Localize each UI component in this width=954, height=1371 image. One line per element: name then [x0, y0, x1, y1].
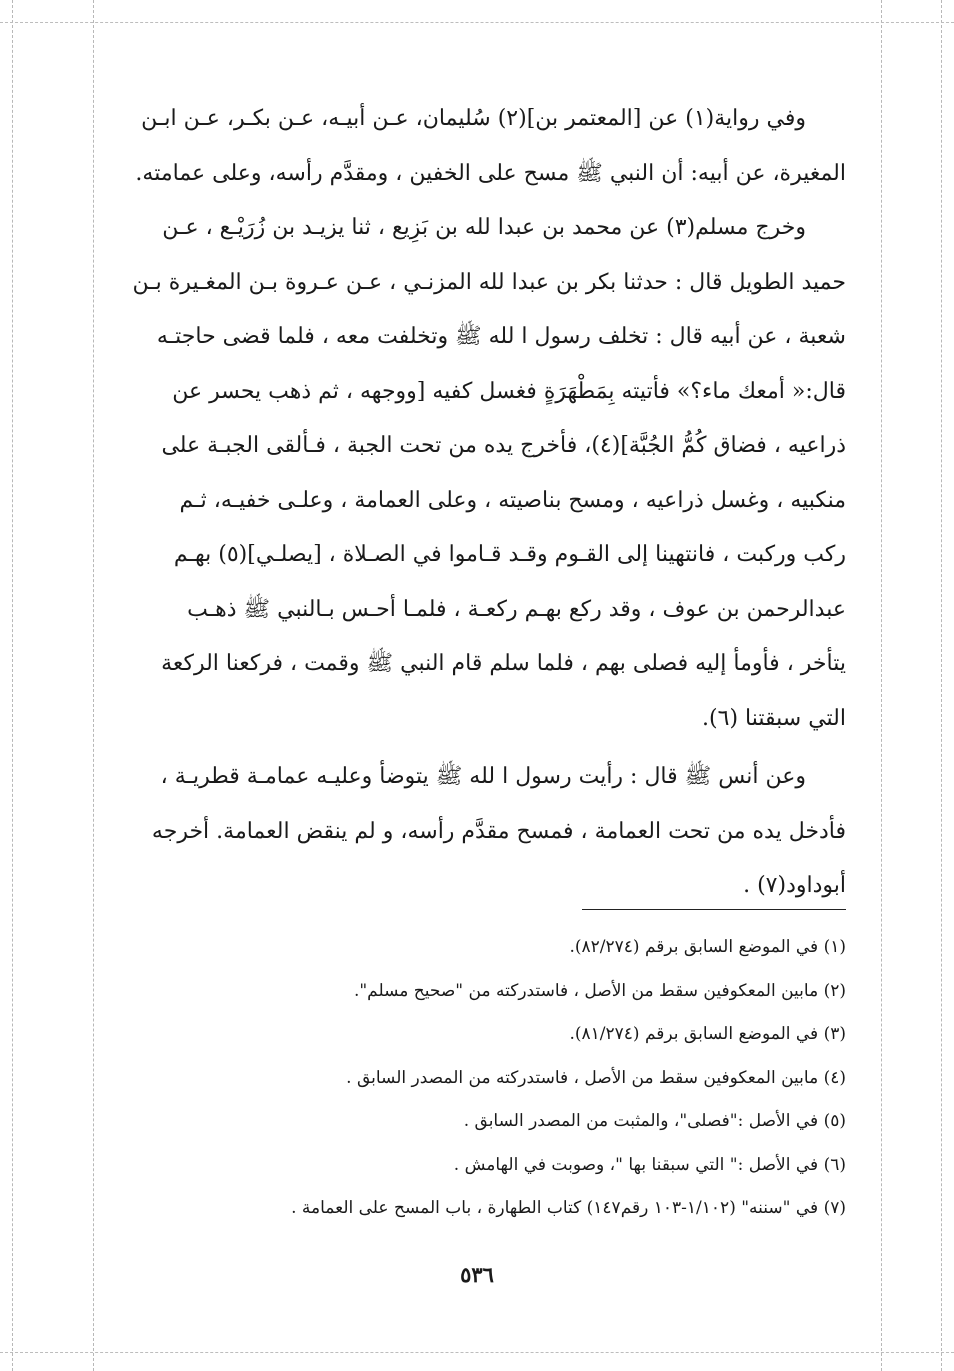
text-line: حميد الطويل قال : حدثنا بكر بن عبدا لله المزنـي ، عـن عـروة بـن المغـيرة بـن: [132, 269, 846, 295]
text-line: ركب وركبت ، فانتهينا إلى القـوم وقـد قـاموا في الصـلاة ، [يصلـي](٥) بهـم: [173, 542, 846, 567]
scan-guide-line: [0, 1352, 954, 1353]
scan-guide-line: [0, 22, 954, 23]
text-line: وعن أنس ﷺ قال : رأيت رسول ا لله ﷺ يتوضأ وعليـه عمامـة قطريـة ،: [160, 764, 806, 789]
footnote: (٤) مابين المعكوفين سقط من الأصل ، فاستدركته من المصدر السابق .: [346, 1067, 846, 1088]
text-line: التي سبقتنا (٦).: [702, 705, 846, 731]
text-line: منكبيه ، وغسل ذراعيه ، ومسح بناصيته ، وعلى العمامة ، وعلـى خفيـه، ثـم: [179, 487, 846, 513]
scan-guide-line: [881, 0, 882, 1371]
footnote: (٥) في الأصل :"فصلى"، والمثبت من المصدر السابق .: [463, 1111, 846, 1131]
footnote: (٣) في الموضع السابق برقم (٨١/٢٧٤).: [569, 1024, 846, 1044]
footnote: (٢) مابين المعكوفين سقط من الأصل ، فاستدركته من "صحيح مسلم".: [353, 980, 846, 1001]
text-line: المغيرة، عن أبيه: أن النبي ﷺ مسح على الخفين ، ومقدَّم رأسه، وعلى عمامته.: [135, 160, 846, 186]
text-line: ذراعيه ، فضاق كُمُّ الجُبَّة](٤)، فأخرج يده من تحت الجبة ، فـألقى الجبـة على: [161, 433, 846, 458]
page-number: ٥٣٦: [460, 1262, 494, 1287]
footnotes: [128, 926, 846, 1231]
footnote-separator: [582, 909, 846, 910]
paragraph-2: [128, 201, 846, 746]
paragraph-1: [128, 92, 846, 201]
text-line: أبوداود(٧) .: [743, 873, 846, 898]
footnote: (٧) في "سننه" (١/١٠٢-١٠٣ رقم١٤٧) كتاب الطهارة ، باب المسح على العمامة .: [291, 1198, 846, 1218]
text-line: يتأخر ، فأومأ إليه فصلى بهم ، فلما سلم قام النبي ﷺ وقمت ، فركعنا الركعة: [161, 651, 846, 676]
text-line: قال:« أمعك ماء؟» فأتيته بِمَطْهَرَةٍ فغسل كفيه [ووجهه ، ثم ذهب يحسر عن: [172, 378, 846, 404]
main-text: [128, 92, 846, 914]
text-line: وفي رواية(١) عن [المعتمر بن](٢) سُليمان، عـن أبيـه، عـن بكـر، عـن ابـن: [141, 106, 806, 131]
text-line: فأدخل يده من تحت العمامة ، فمسح مقدَّم رأسه، و لم ينقض العمامة. أخرجه: [151, 818, 846, 844]
scan-guide-line: [93, 0, 94, 1371]
scan-guide-line: [12, 0, 13, 1371]
text-line: وخرج مسلم(٣) عن محمد بن عبدا لله بن بَزِيع ، ثنا يزيـد بن زُرَيْـع ، عـن: [162, 215, 806, 240]
footnote: (٦) في الأصل :" التي سبقنا بها "، وصوبت في الهامش .: [453, 1154, 846, 1175]
footnote: (١) في الموضع السابق برقم (٨٢/٢٧٤).: [569, 937, 846, 957]
text-line: شعبة ، عن أبيه قال : تخلف رسول ا لله ﷺ وتخلفت معه ، فلما قضى حاجتـه: [156, 324, 846, 349]
text-line: عبدالرحمن بن عوف ، وقد ركع بهـم ركعـة ، فلمـا أحـس بـالنبي ﷺ ذهـب: [187, 596, 846, 622]
paragraph-3: [128, 750, 846, 914]
scan-guide-line: [941, 0, 942, 1371]
